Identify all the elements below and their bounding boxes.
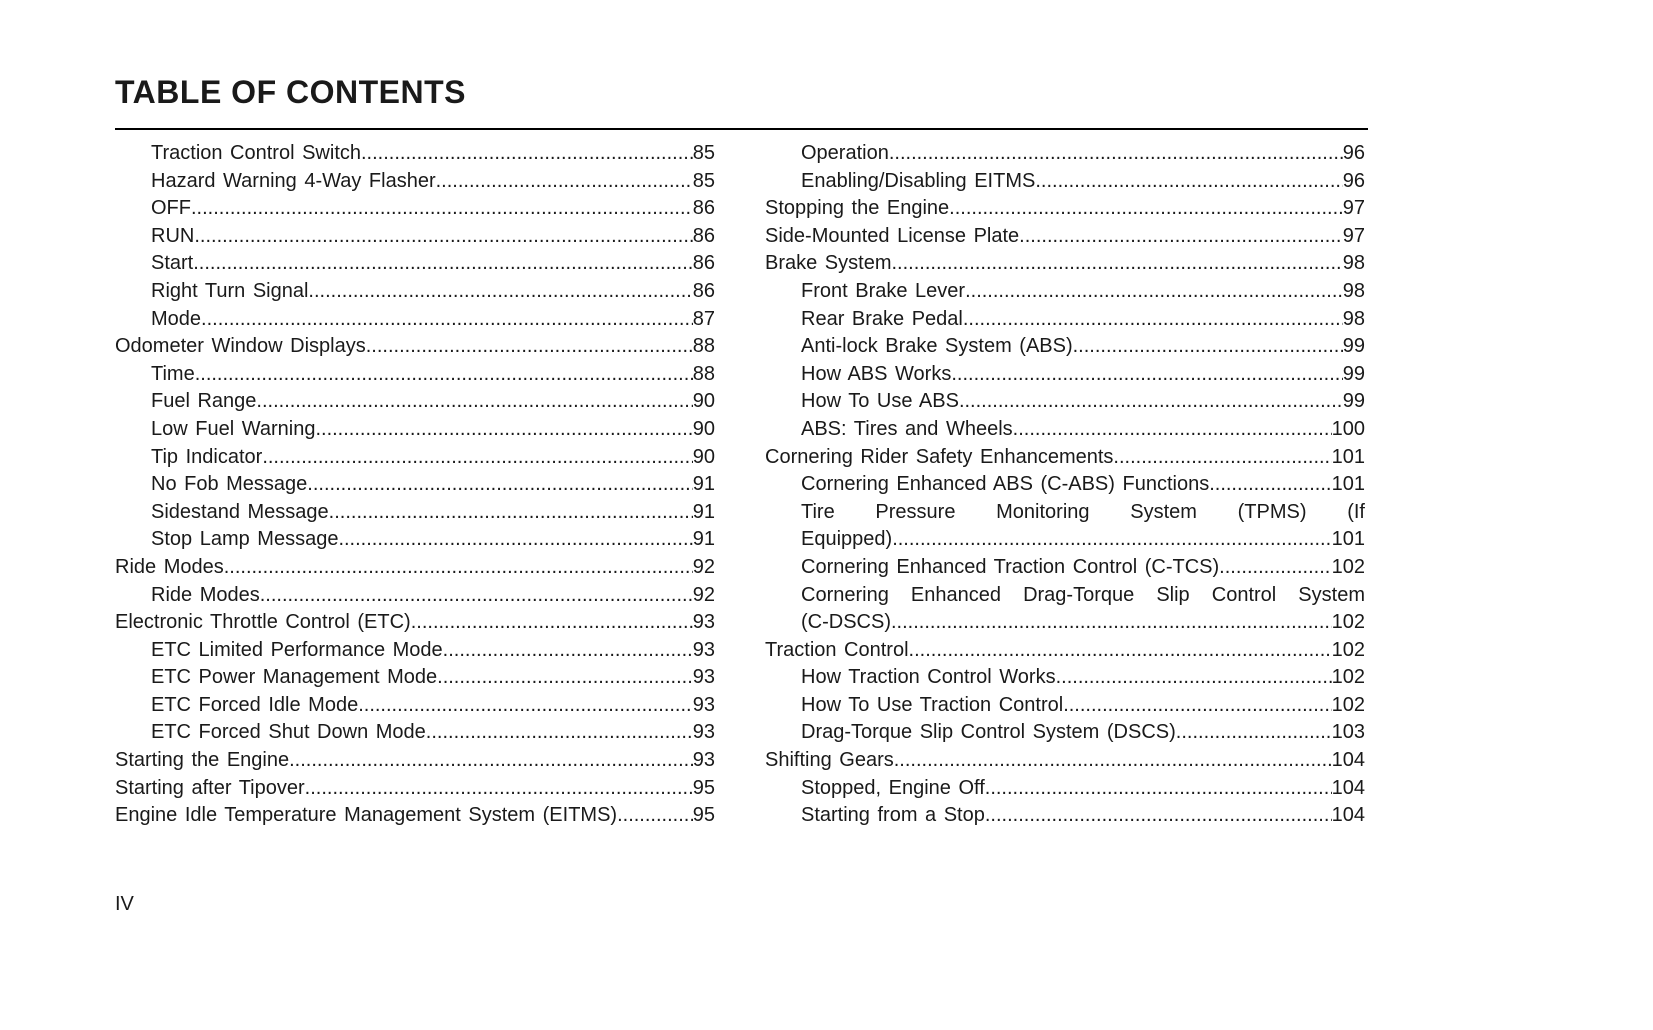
toc-entry-page: 90 xyxy=(692,445,715,468)
toc-entry-label: Low Fuel Warning xyxy=(151,417,316,440)
toc-entry xyxy=(765,223,1365,251)
toc-entry-page: 90 xyxy=(692,417,715,440)
toc-entry-page: 86 xyxy=(692,252,715,275)
toc-entry xyxy=(765,554,1365,582)
toc-entry xyxy=(115,637,715,665)
toc-entry-page: 92 xyxy=(692,555,715,578)
toc-entry-label: Mode xyxy=(151,307,202,330)
toc-entry-label: OFF xyxy=(151,197,191,220)
toc-entry-page: 98 xyxy=(1342,307,1365,330)
toc-leader-dots xyxy=(201,306,693,334)
toc-entry-page: 86 xyxy=(692,279,715,302)
toc-entry-label: Time xyxy=(151,362,195,385)
toc-entry xyxy=(765,802,1365,830)
toc-entry xyxy=(115,361,715,389)
toc-entry xyxy=(115,802,715,830)
page-title: TABLE OF CONTENTS xyxy=(115,74,466,110)
toc-entry xyxy=(765,195,1365,223)
toc-entry-page: 92 xyxy=(692,583,715,606)
toc-entry-page: 98 xyxy=(1342,279,1365,302)
toc-entry-page: 97 xyxy=(1342,224,1365,247)
toc-entry-label: Starting from a Stop xyxy=(801,804,985,827)
toc-leader-dots xyxy=(338,526,692,554)
toc-leader-dots xyxy=(617,802,693,830)
toc-entry-label: Sidestand Message xyxy=(151,500,329,523)
toc-entry-page: 95 xyxy=(692,776,715,799)
toc-entry-page: 99 xyxy=(1342,362,1365,385)
toc-leader-dots xyxy=(1209,471,1331,499)
toc-entry-label: ETC Limited Performance Mode xyxy=(151,638,443,661)
toc-entry-label: Starting the Engine xyxy=(115,749,290,772)
toc-entry-label: Hazard Warning 4-Way Flasher xyxy=(151,169,436,192)
toc-entry xyxy=(765,140,1365,168)
toc-entry-label: Operation xyxy=(801,142,889,164)
toc-entry xyxy=(765,775,1365,803)
toc-entry xyxy=(115,195,715,223)
toc-leader-dots xyxy=(909,637,1332,665)
toc-entry-page: 104 xyxy=(1331,804,1365,827)
toc-entry-page: 93 xyxy=(692,693,715,716)
toc-entry-label: Electronic Throttle Control (ETC) xyxy=(115,611,411,634)
toc-entry xyxy=(115,306,715,334)
toc-entry-page: 86 xyxy=(692,224,715,247)
toc-entry-page: 102 xyxy=(1331,555,1365,578)
toc-entry-label: Odometer Window Displays xyxy=(115,335,366,358)
toc-entry-label: Traction Control Switch xyxy=(151,142,361,164)
toc-leader-dots xyxy=(1063,692,1331,720)
toc-entry xyxy=(115,471,715,499)
toc-entry-label: Starting after Tipover xyxy=(115,776,305,799)
toc-leader-dots xyxy=(305,775,693,803)
toc-entry-line: Tire Pressure Monitoring System (TPMS) (If xyxy=(801,500,1365,523)
toc-leader-dots xyxy=(891,609,1332,637)
toc-entry-label: Stop Lamp Message xyxy=(151,528,339,551)
toc-leader-dots xyxy=(1219,554,1331,582)
toc-entry-page: 96 xyxy=(1342,169,1365,192)
title-rule xyxy=(115,128,1368,130)
toc-leader-dots xyxy=(1113,444,1331,472)
toc-entry-label: How ABS Works xyxy=(801,362,952,385)
toc-entry-label: Tip Indicator xyxy=(151,445,263,468)
toc-leader-dots xyxy=(366,333,693,361)
toc-entry xyxy=(115,582,715,610)
toc-leader-dots xyxy=(892,526,1331,554)
toc-leader-dots xyxy=(308,278,692,306)
toc-entry-label: Cornering Enhanced ABS (C-ABS) Functions xyxy=(801,473,1210,496)
toc-leader-dots xyxy=(358,692,693,720)
toc-leader-dots xyxy=(260,582,693,610)
toc-entry xyxy=(115,526,715,554)
toc-entry xyxy=(765,168,1365,196)
toc-leader-dots xyxy=(965,278,1343,306)
toc-leader-dots xyxy=(437,664,693,692)
toc-entry xyxy=(765,306,1365,334)
toc-entry xyxy=(765,637,1365,665)
toc-leader-dots xyxy=(262,444,692,472)
toc-entry xyxy=(115,168,715,196)
toc-entry-label: Fuel Range xyxy=(151,390,257,413)
toc-entry-page: 91 xyxy=(692,528,715,551)
toc-entry-page: 85 xyxy=(692,169,715,192)
toc-entry-label: How To Use Traction Control xyxy=(801,693,1064,716)
toc-entry xyxy=(115,554,715,582)
toc-entry-label: Engine Idle Temperature Management System (EITMS) xyxy=(115,804,618,827)
toc-entry-label: Right Turn Signal xyxy=(151,279,309,302)
toc-entry xyxy=(115,747,715,775)
toc-leader-dots xyxy=(1176,719,1332,747)
toc-entry-page: 102 xyxy=(1331,693,1365,716)
toc-entry-label: Shifting Gears xyxy=(765,749,894,772)
toc-column-right xyxy=(765,140,1365,830)
toc-entry xyxy=(765,692,1365,720)
toc-entry xyxy=(765,388,1365,416)
toc-leader-dots xyxy=(193,250,693,278)
toc-entry-page: 104 xyxy=(1331,776,1365,799)
toc-entry-page: 91 xyxy=(692,500,715,523)
toc-leader-dots xyxy=(191,195,693,223)
toc-leader-dots xyxy=(1013,416,1332,444)
toc-entry-page: 102 xyxy=(1331,666,1365,689)
toc-entry xyxy=(115,719,715,747)
toc-entry-page: 103 xyxy=(1331,721,1365,744)
toc-entry-label: Brake System xyxy=(765,252,892,275)
toc-leader-dots xyxy=(985,802,1332,830)
toc-entry-page: 100 xyxy=(1331,417,1365,440)
toc-entry-label: How To Use ABS xyxy=(801,390,959,413)
toc-entry-label: Ride Modes xyxy=(151,583,260,606)
toc-entry-label: Anti-lock Brake System (ABS) xyxy=(801,335,1073,358)
toc-entry-label: Equipped) xyxy=(801,528,893,551)
toc-entry xyxy=(765,526,1365,554)
toc-leader-dots xyxy=(443,637,693,665)
toc-entry-page: 104 xyxy=(1331,749,1365,772)
toc-entry xyxy=(765,278,1365,306)
toc-entry-page: 91 xyxy=(692,473,715,496)
toc-entry-label: Traction Control xyxy=(765,638,909,661)
toc-entry xyxy=(765,416,1365,444)
toc-leader-dots xyxy=(315,416,692,444)
toc-entry-label: ETC Power Management Mode xyxy=(151,666,438,689)
toc-entry-page: 99 xyxy=(1342,335,1365,358)
toc-entry-page: 98 xyxy=(1342,252,1365,275)
toc-leader-dots xyxy=(1056,664,1332,692)
toc-entry xyxy=(115,278,715,306)
toc-leader-dots xyxy=(1019,223,1343,251)
page-number: IV xyxy=(115,893,134,915)
toc-entry xyxy=(115,499,715,527)
toc-entry xyxy=(115,388,715,416)
toc-entry-page: 85 xyxy=(692,142,715,164)
toc-entry-page: 96 xyxy=(1342,142,1365,164)
toc-entry-label: ETC Forced Idle Mode xyxy=(151,693,359,716)
toc-entry-label: Front Brake Lever xyxy=(801,279,966,302)
toc-leader-dots xyxy=(224,554,693,582)
toc-entry xyxy=(115,140,715,168)
toc-leader-dots xyxy=(361,140,693,168)
toc-entry-page: 93 xyxy=(692,611,715,634)
toc-entry-label: Side-Mounted License Plate xyxy=(765,224,1020,247)
toc-leader-dots xyxy=(889,140,1343,168)
toc-entry-page: 97 xyxy=(1342,197,1365,220)
toc-entry-label: ABS: Tires and Wheels xyxy=(801,417,1013,440)
toc-entry-page: 88 xyxy=(692,335,715,358)
toc-entry-label: Start xyxy=(151,252,194,275)
toc-entry-label: Stopped, Engine Off xyxy=(801,776,985,799)
toc-entry-label: Cornering Enhanced Traction Control (C-TCS) xyxy=(801,555,1220,578)
toc-entry xyxy=(765,333,1365,361)
toc-entry-label: RUN xyxy=(151,224,195,247)
toc-entry xyxy=(115,250,715,278)
toc-entry-page: 99 xyxy=(1342,390,1365,413)
toc-entry-label: Ride Modes xyxy=(115,555,224,578)
toc-leader-dots xyxy=(307,471,692,499)
toc-entry-page: 101 xyxy=(1331,445,1365,468)
toc-entry-label: (C-DSCS) xyxy=(801,611,891,634)
toc-entry xyxy=(765,250,1365,278)
toc-column-left xyxy=(115,140,715,830)
toc-leader-dots xyxy=(289,747,693,775)
toc-leader-dots xyxy=(963,306,1343,334)
toc-entry-page: 88 xyxy=(692,362,715,385)
toc-leader-dots xyxy=(329,499,693,527)
toc-entry-page: 102 xyxy=(1331,638,1365,661)
toc-columns xyxy=(115,140,1365,830)
toc-entry-label: How Traction Control Works xyxy=(801,666,1056,689)
toc-entry-label: Drag-Torque Slip Control System (DSCS) xyxy=(801,721,1176,744)
toc-entry-page: 102 xyxy=(1331,611,1365,634)
toc-entry xyxy=(765,719,1365,747)
toc-leader-dots xyxy=(194,223,692,251)
toc-leader-dots xyxy=(1073,333,1343,361)
toc-entry-page: 101 xyxy=(1331,473,1365,496)
toc-leader-dots xyxy=(436,168,693,196)
toc-entry-page: 93 xyxy=(692,721,715,744)
toc-entry-label: ETC Forced Shut Down Mode xyxy=(151,721,426,744)
toc-entry xyxy=(115,444,715,472)
toc-entry xyxy=(765,361,1365,389)
toc-leader-dots xyxy=(426,719,693,747)
toc-entry-label: Enabling/Disabling EITMS xyxy=(801,169,1036,192)
toc-leader-dots xyxy=(985,775,1332,803)
toc-entry-label: No Fob Message xyxy=(151,473,308,496)
toc-entry-label: Stopping the Engine xyxy=(765,197,950,220)
toc-leader-dots xyxy=(256,388,692,416)
toc-entry-page: 90 xyxy=(692,390,715,413)
toc-entry-page: 93 xyxy=(692,749,715,772)
toc-leader-dots xyxy=(411,609,693,637)
toc-leader-dots xyxy=(894,747,1332,775)
toc-leader-dots xyxy=(1035,168,1342,196)
toc-leader-dots xyxy=(959,388,1343,416)
toc-entry-page: 95 xyxy=(692,804,715,827)
toc-entry-label: Rear Brake Pedal xyxy=(801,307,963,330)
toc-entry xyxy=(765,471,1365,499)
toc-entry xyxy=(115,692,715,720)
toc-leader-dots xyxy=(949,195,1343,223)
toc-leader-dots xyxy=(195,361,693,389)
toc-entry-page: 93 xyxy=(692,638,715,661)
toc-entry xyxy=(765,664,1365,692)
toc-entry-page: 87 xyxy=(692,307,715,330)
toc-entry xyxy=(765,747,1365,775)
toc-entry xyxy=(765,609,1365,637)
toc-entry-page: 93 xyxy=(692,666,715,689)
toc-entry xyxy=(115,609,715,637)
toc-entry xyxy=(115,416,715,444)
toc-entry-page: 86 xyxy=(692,197,715,220)
toc-entry xyxy=(765,444,1365,472)
toc-entry xyxy=(115,775,715,803)
toc-entry-page: 101 xyxy=(1331,528,1365,551)
toc-entry-label: Cornering Rider Safety Enhancements xyxy=(765,445,1114,468)
toc-entry xyxy=(115,333,715,361)
toc-leader-dots xyxy=(891,250,1342,278)
toc-leader-dots xyxy=(951,361,1342,389)
toc-entry xyxy=(115,664,715,692)
toc-entry-line: Cornering Enhanced Drag-Torque Slip Control System xyxy=(801,583,1365,606)
toc-entry xyxy=(115,223,715,251)
